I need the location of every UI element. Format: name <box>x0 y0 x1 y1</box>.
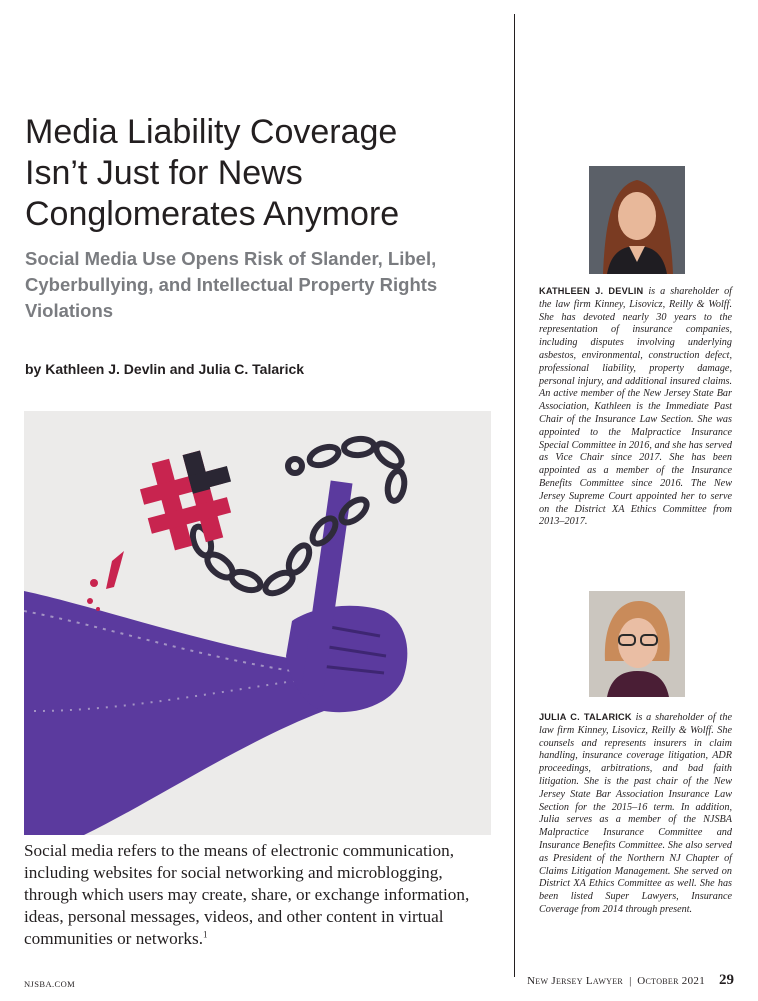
footnote-marker: 1 <box>203 929 208 940</box>
article-intro: Social media refers to the means of electronic communication, including websites for social networking and microblogging, through which users may create, share, or exchange information, ideas, personal messages, videos, and other content in virtual communities or networks.$^1$ <box>24 841 470 948</box>
page-number: 29 <box>719 972 734 988</box>
fist-shape <box>286 606 407 712</box>
author-name-talarick: JULIA C. TALARICK <box>539 712 632 722</box>
paint-drips <box>87 551 124 611</box>
author-bio-talarick: JULIA C. TALARICK is a shareholder of the law firm Kinney, Lisovicz, Reilly & Wolff. She counsels and represents insurers in claim handling, insurance coverage litigation, ADR proceedings, arbitrations, and bad faith litigation. She is the past chair of the New Jersey State Bar Association Insurance Law Section for the 2015–16 term. In addition, Julia serves as a member of the NJSBA Malpractice Insurance Committee and Insurance Benefits Committee. She also served as President of the Northern NJ Chapter of Claims Litigation Management. She served on District XA Ethics Committee as well. She has been listed Super Lawyers, Insurance Coverage from 2014 through present. <box>539 712 732 915</box>
footer-site: NJSBA.COM <box>24 979 76 989</box>
footer-publication-info <box>527 972 734 989</box>
column-divider <box>514 14 515 977</box>
author-photo-devlin <box>589 166 685 274</box>
author-photo-talarick <box>589 591 685 697</box>
purple-arm-shape <box>24 591 324 835</box>
author-name-devlin: KATHLEEN J. DEVLIN <box>539 286 644 296</box>
chain <box>189 438 406 598</box>
author-bio-devlin: KATHLEEN J. DEVLIN is a shareholder of the law firm Kinney, Lisovicz, Reilly & Wolff. She has devoted nearly 30 years to the representation of insurance companies, including disputes involving underlying asbestos, environmental, construction defect, professional liability, property damage, personal injury, and additional insured claims. An active member of the New Jersey State Bar Association, Kathleen is the Immediate Past Chair of the Insurance Law Section. She was appointed to the Malpractice Insurance Special Committee in 2016, and she has served as Vice Chair since 2017. She has been appointed as a member of the Insurance Benefits Committee since 2016. The New Jersey Supreme Court appointed her to serve on the District XA Ethics Committee from 2013–2017. <box>539 286 732 528</box>
article-byline: by Kathleen J. Devlin and Julia C. Talarick <box>25 361 305 377</box>
hashtag-chain-illustration <box>24 411 491 835</box>
hashtag-icon <box>134 445 244 555</box>
footer-issue: October 2021 <box>637 975 705 987</box>
footer-publication: New Jersey Lawyer <box>527 975 624 987</box>
article-title: Media Liability Coverage Isn’t Just for News Conglomerates Anymore <box>25 113 400 233</box>
footer-separator: | <box>629 975 632 987</box>
article-subtitle: Social Media Use Opens Risk of Slander, Libel, Cyberbullying, and Intellectual Property Rights Violations <box>25 248 438 321</box>
